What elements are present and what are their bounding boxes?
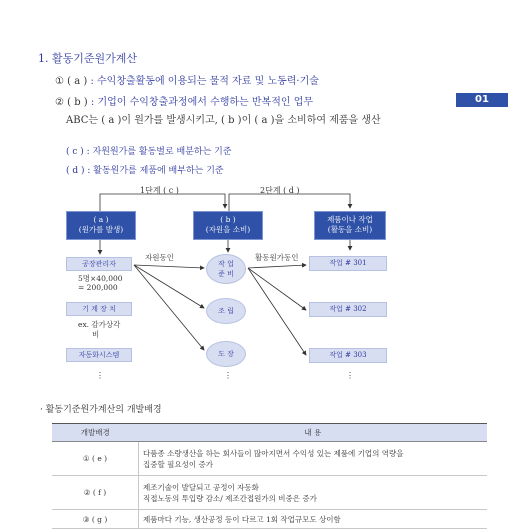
background-table <box>52 423 487 529</box>
activity-label-line2: 준 비 <box>218 270 234 278</box>
arrow-res1-act2 <box>134 265 204 308</box>
table-row <box>52 510 487 529</box>
table-key-cell: ① ( e ) <box>52 442 139 476</box>
table-row <box>52 442 487 476</box>
resource-item: 기 계 장 치 <box>66 302 132 316</box>
arrow-act1-obj3 <box>248 268 306 355</box>
table-content-cell <box>139 442 488 476</box>
resource-note-line1: ex. 감가상각 <box>78 320 121 329</box>
box-resource-a-line1: ( a ) <box>93 215 109 224</box>
arrow-act1-obj1 <box>248 265 306 268</box>
background-title: · 활동기준원가계산의 개발배경 <box>40 405 162 415</box>
box-cost-object-line1: 제품이나 작업 <box>327 215 373 224</box>
resource-item: 공장관리자 <box>66 257 132 271</box>
table-header-cell: 내 용 <box>139 424 488 442</box>
activity-label-line1: 작 업 <box>218 260 234 268</box>
definition-d-text: : 활동원가를 제품에 배부하는 기준 <box>87 166 224 176</box>
box-activity-b-line1: ( b ) <box>220 215 236 224</box>
table-content-cell <box>139 476 488 510</box>
definition-c-marker: ( c ) <box>66 147 84 157</box>
table-header-cell: 개발배경 <box>52 424 139 442</box>
box-activity-b-line2: (자원을 소비) <box>205 225 251 234</box>
table-content-line: 제품마다 기능, 생산공정 등이 다르고 1회 작업규모도 상이함 <box>143 514 341 524</box>
abc-summary-line: ABC는 ( a )이 원가를 발생시키고, ( b )이 ( a )을 소비하여 제품을 생산 <box>66 115 381 126</box>
table-header-row <box>52 424 487 442</box>
definition-a-text: : 수익창출활동에 이용되는 물적 자료 및 노동력·기술 <box>90 76 319 87</box>
activity-circle <box>206 341 246 367</box>
activity-circle <box>206 254 246 284</box>
section-title: 1. 활동기준원가계산 <box>38 52 137 65</box>
stage1-bracket <box>100 194 225 211</box>
activity-label-line1: 조 립 <box>218 307 234 315</box>
stage1-label: 1단계 ( c ) <box>140 186 179 195</box>
stage2-label: 2단계 ( d ) <box>260 186 300 195</box>
table-key-cell: ② ( f ) <box>52 476 139 510</box>
cost-object-ellipsis: ⋮ <box>346 371 354 380</box>
cost-object-item: 작업 # 301 <box>309 256 387 271</box>
definition-b-marker: ② ( b ) <box>55 97 88 108</box>
resource-item: 자동화시스템 <box>66 348 132 362</box>
activity-driver-label: 활동원가동인 <box>255 253 299 262</box>
arrow-act1-obj2 <box>248 268 306 310</box>
stage2-bracket <box>229 194 350 211</box>
resource-ellipsis: ⋮ <box>96 371 104 380</box>
definition-d-marker: ( d ) <box>66 166 85 176</box>
arrow-res1-act3 <box>134 265 204 350</box>
page-tag: 01 <box>456 93 508 107</box>
activity-label-line1: 도 장 <box>218 350 234 358</box>
box-resource-a-line2: (원가를 발생) <box>78 225 124 234</box>
table-key-cell: ③ ( g ) <box>52 510 139 529</box>
box-cost-object-line2: (활동을 소비) <box>327 225 373 234</box>
table-content-line: 제조기술이 발달되고 공정이 자동화 <box>143 482 259 492</box>
arrow-res1-act1 <box>134 265 204 268</box>
definition-b-text: : 기업이 수익창출과정에서 수행하는 반복적인 업무 <box>90 97 314 108</box>
table-row <box>52 476 487 510</box>
resource-note-line2: = 200,000 <box>78 283 118 292</box>
resource-driver-label: 자원동인 <box>145 253 174 262</box>
activity-ellipsis: ⋮ <box>224 371 232 380</box>
definition-a-marker: ① ( a ) <box>55 76 88 87</box>
resource-note-line2: 비 <box>92 330 100 339</box>
table-content-line: 집중할 필요성이 증가 <box>143 459 213 469</box>
table-content-cell <box>139 510 488 529</box>
activity-circle <box>206 298 246 324</box>
table-content-line: 다품종 소량생산을 하는 회사들이 많아지면서 수익성 있는 제품에 기업의 역량을 <box>143 448 404 458</box>
resource-note-line1: 5명×40,000 <box>78 274 123 283</box>
table-content-line: 직접노동의 투입량 감소/ 제조간접원가의 비중은 증가 <box>143 493 317 503</box>
box-activity-b <box>193 211 263 240</box>
box-resource-a <box>66 211 136 240</box>
cost-object-item: 작업 # 303 <box>309 348 387 363</box>
definition-c-text: : 자원원가를 활동별로 배분하는 기준 <box>86 147 232 157</box>
box-cost-object <box>314 211 386 240</box>
cost-object-item: 작업 # 302 <box>309 302 387 317</box>
